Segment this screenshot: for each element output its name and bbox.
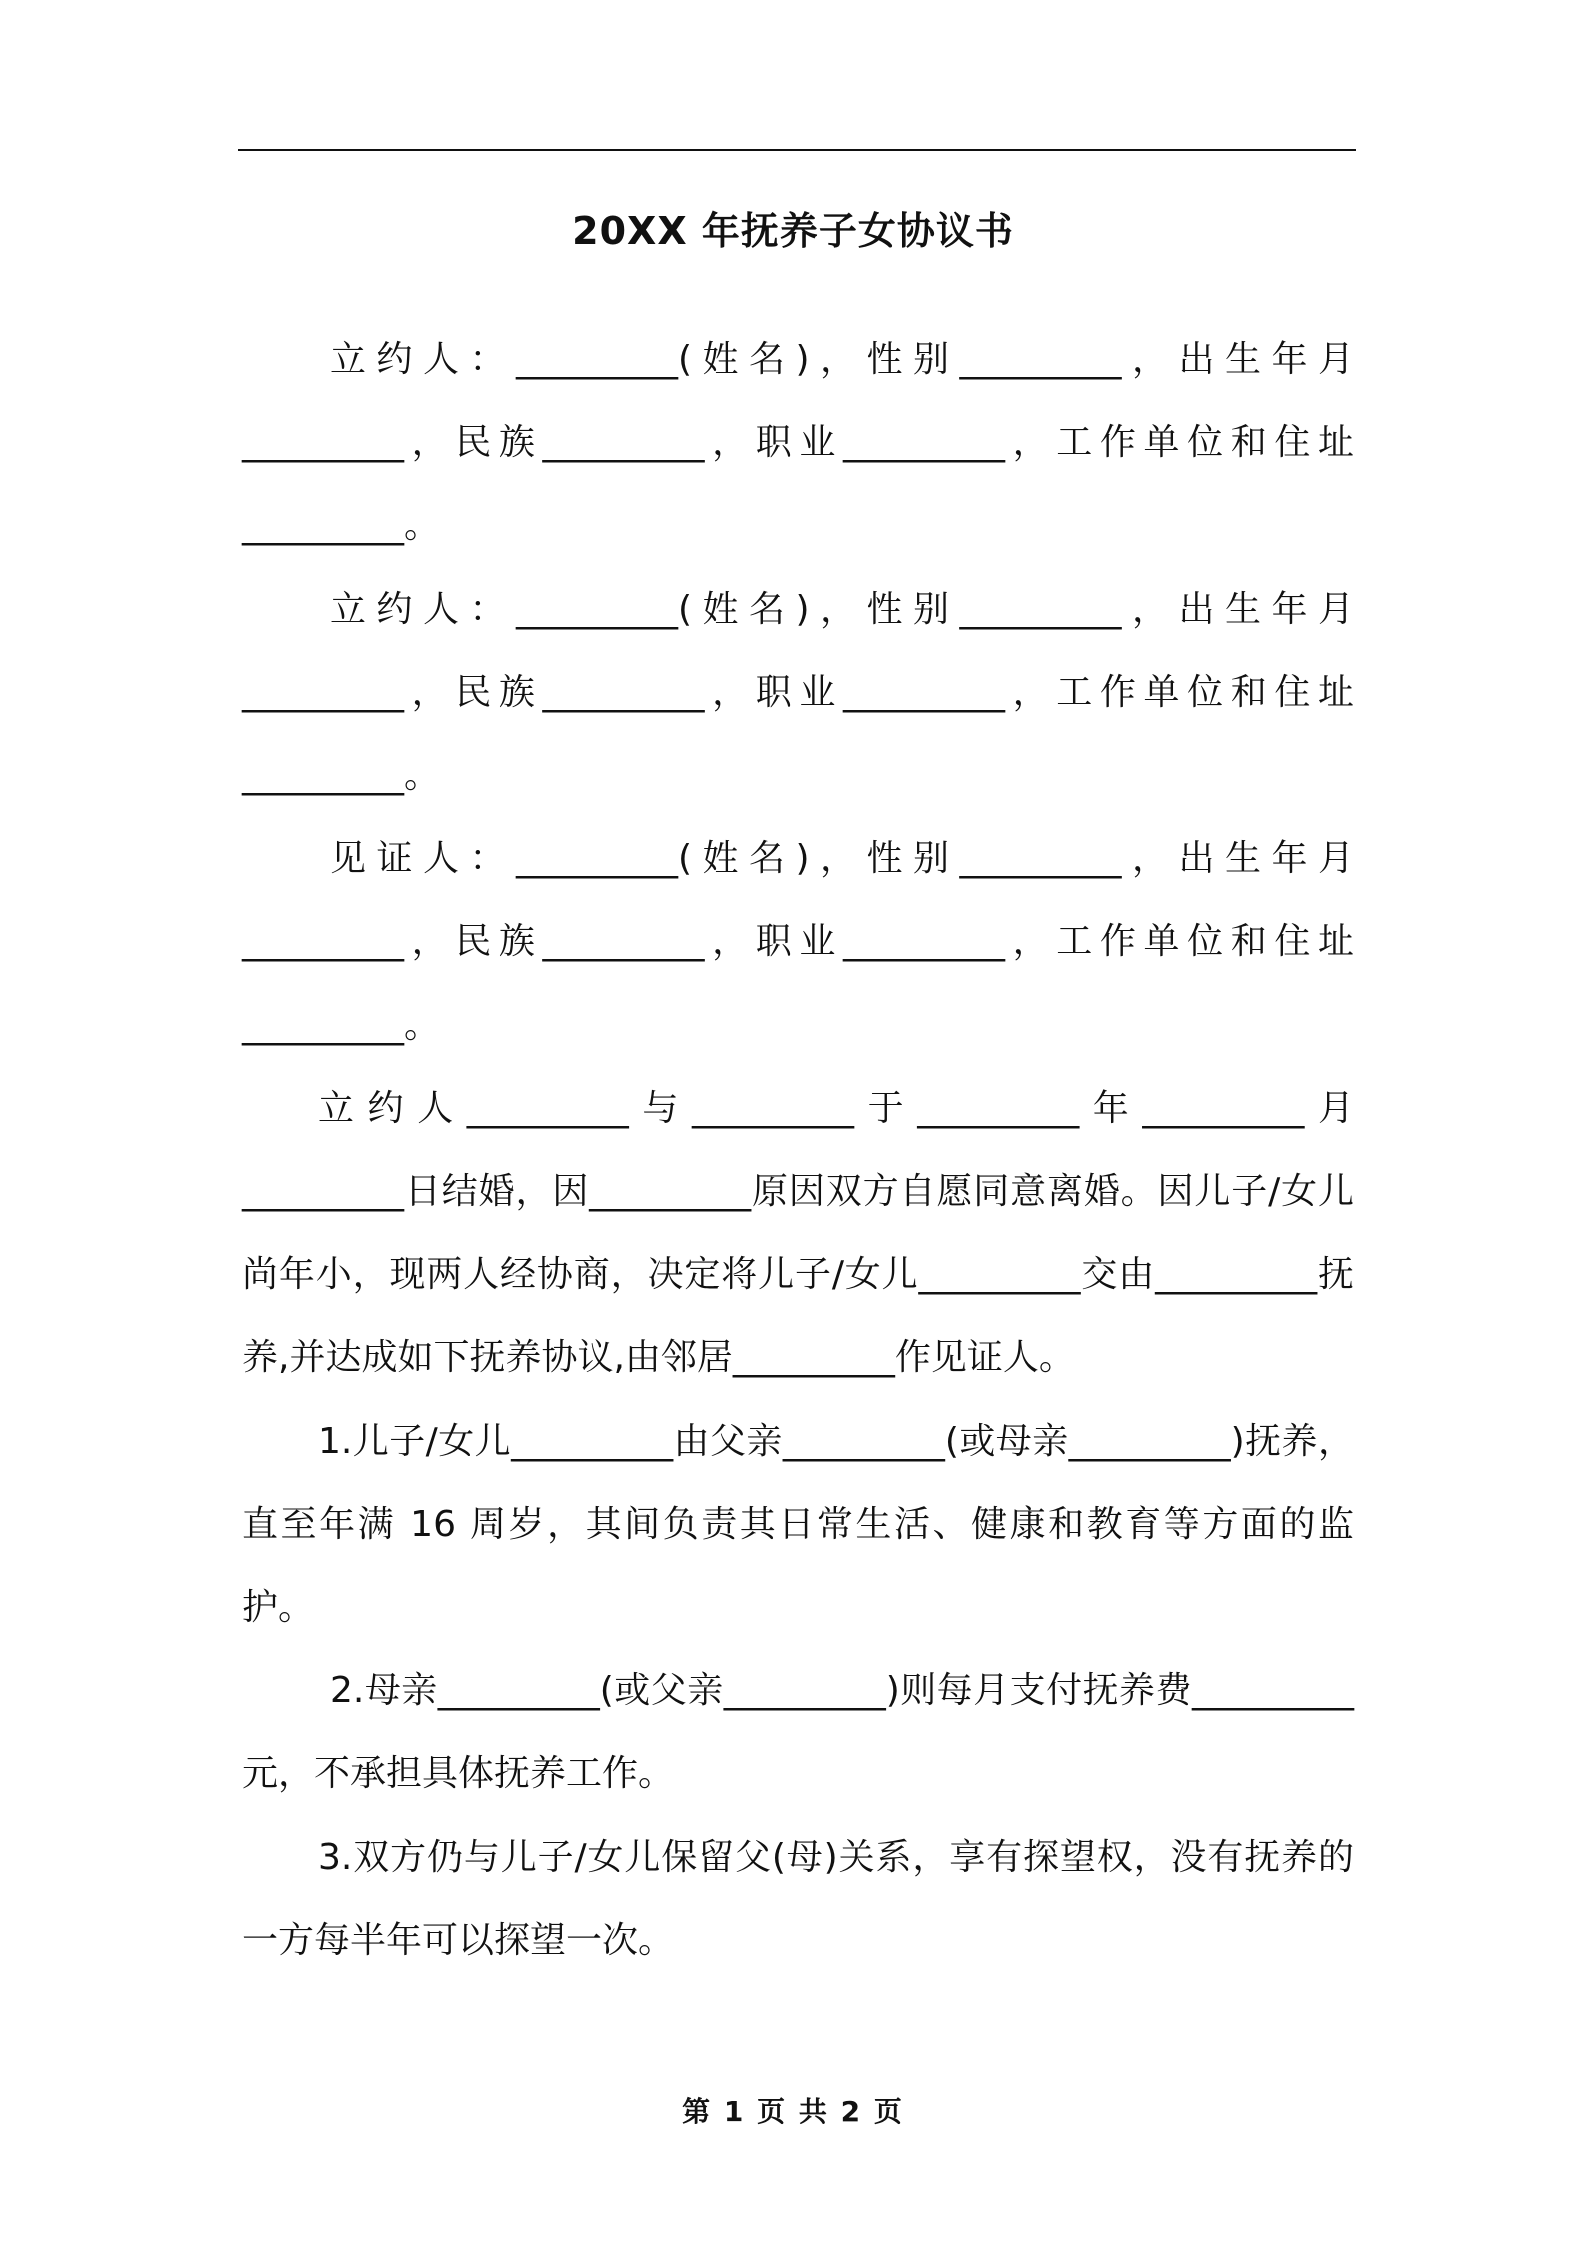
document-body xyxy=(242,318,1354,1982)
agreement-intro-paragraph: 立约人_________与_________于_________年_________月_________日结婚，因_________原因双方自愿同意离婚。因儿子/女儿尚年小，现两人经协商，决定将儿子/女儿_________交由_________抚养,并达成如下抚养协议,由邻居_________作见证人。 xyxy=(242,1087,1354,1379)
clause-2-paragraph: 2.母亲_________(或父亲_________)则每月支付抚养费_________元，不承担具体抚养工作。 xyxy=(242,1670,1354,1795)
clause-1-paragraph: 1.儿子/女儿_________由父亲_________(或母亲_________)抚养，直至年满 16 周岁，其间负责其日常生活、健康和教育等方面的监护。 xyxy=(242,1420,1354,1629)
witness-paragraph: 见证人：_________(姓名)，性别_________，出生年月_________，民族_________，职业_________，工作单位和住址_________。 xyxy=(242,838,1354,1046)
header-rule xyxy=(238,149,1356,151)
party-a-paragraph: 立约人：_________(姓名)，性别_________，出生年月_________，民族_________，职业_________，工作单位和住址_________。 xyxy=(242,339,1354,547)
clause-3-paragraph: 3.双方仍与儿子/女儿保留父(母)关系，享有探望权，没有抚养的一方每半年可以探望一次。 xyxy=(242,1836,1354,1961)
party-b-paragraph: 立约人：_________(姓名)，性别_________，出生年月_________，民族_________，职业_________，工作单位和住址_________。 xyxy=(242,588,1354,797)
document-title: 20XX 年抚养子女协议书 xyxy=(572,209,1014,253)
page-number-footer: 第 1 页 共 2 页 xyxy=(682,2095,904,2128)
